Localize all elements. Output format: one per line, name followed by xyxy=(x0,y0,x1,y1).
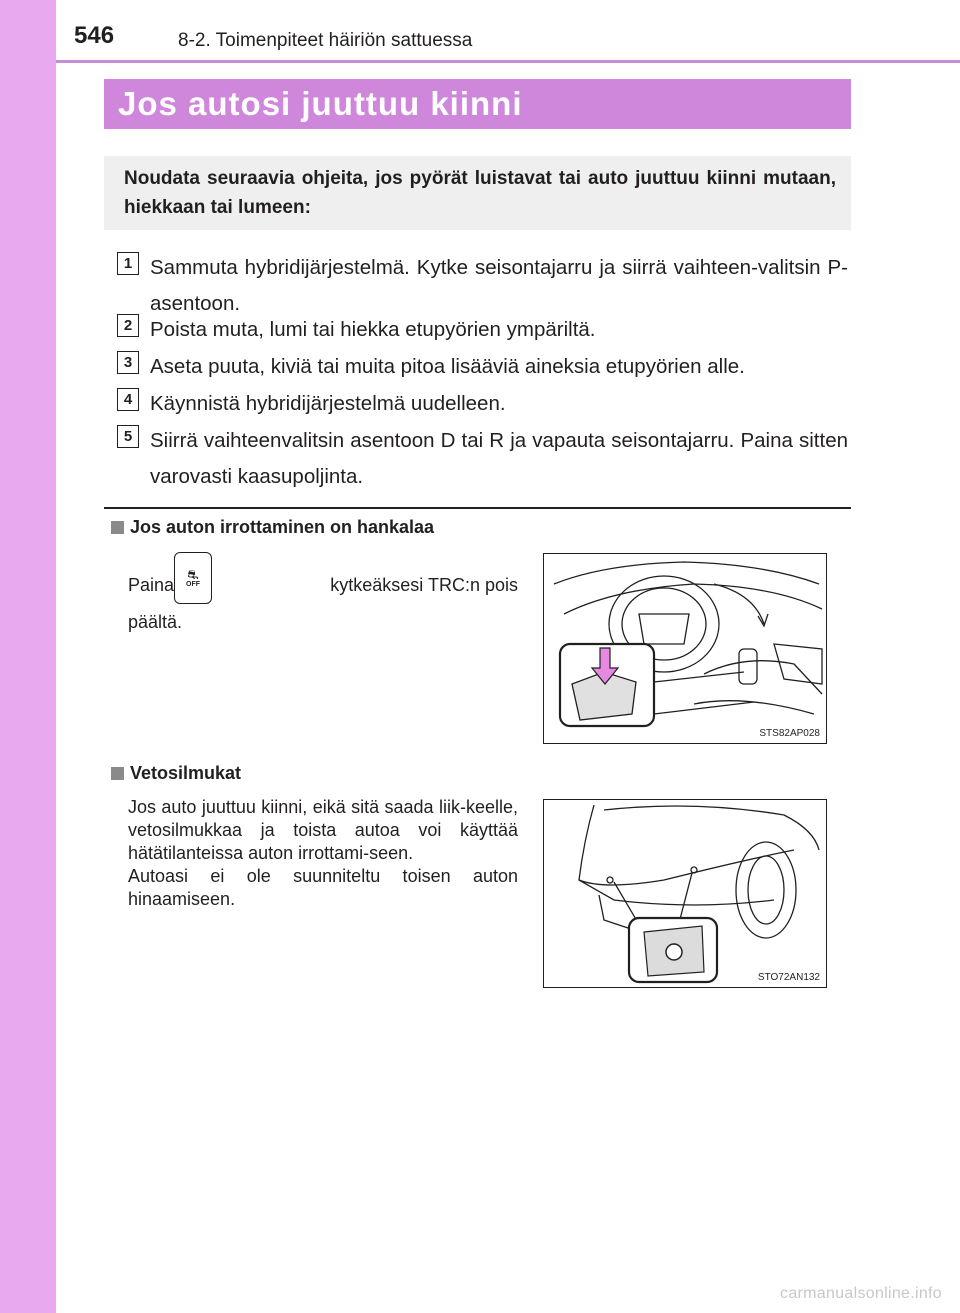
intro-box xyxy=(104,156,851,230)
section-divider xyxy=(104,507,851,509)
step-number: 2 xyxy=(117,314,139,337)
bullet-square-icon xyxy=(111,767,124,780)
step-text: Siirrä vaihteenvalitsin asentoon D tai R ja vapauta seisontajarru. Paina sitten varovasti kaasupoljinta. xyxy=(150,429,848,488)
tow-heading xyxy=(111,763,241,784)
trc-heading-text: Jos auton irrottaminen on hankalaa xyxy=(130,517,435,537)
step-number: 5 xyxy=(117,425,139,448)
intro-text: Noudata seuraavia ohjeita, jos pyörät luistavat tai auto juuttuu kiinni mutaan, hiekkaan tai lumeen: xyxy=(124,168,836,218)
step-number: 4 xyxy=(117,388,139,411)
figure-code: STS82AP028 xyxy=(759,728,820,739)
step-text: Aseta puuta, kiviä tai muita pitoa lisääviä aineksia etupyörien alle. xyxy=(150,355,745,378)
trc-heading xyxy=(111,517,434,538)
step-text: Käynnistä hybridijärjestelmä uudelleen. xyxy=(150,392,506,415)
tow-description xyxy=(128,796,518,911)
tow-paragraph-2: Autoasi ei ole suunniteltu toisen auton hinaamiseen. xyxy=(128,866,518,909)
trc-text-after: kytkeäksesi TRC:n pois xyxy=(330,574,518,595)
header-rule xyxy=(56,60,960,63)
trc-text-before: Paina xyxy=(128,574,175,595)
tow-paragraph-1: Jos auto juuttuu kiinni, eikä sitä saada liik-keelle, vetosilmukkaa ja toista autoa voi käyttää hätätilanteissa auton irrottami-seen. xyxy=(128,797,518,863)
side-tab-strip xyxy=(0,0,56,1313)
section-title: Jos autosi juuttuu kiinni xyxy=(118,85,523,122)
step-number: 1 xyxy=(117,252,139,275)
step-text: Poista muta, lumi tai hiekka etupyörien ympäriltä. xyxy=(150,318,596,341)
trc-instruction xyxy=(128,565,518,640)
bullet-square-icon xyxy=(111,521,124,534)
figure-code: STO72AN132 xyxy=(757,972,820,983)
tow-eye-illustration xyxy=(544,800,826,987)
trc-text-line2: päältä. xyxy=(128,612,183,632)
trc-off-label: OFF xyxy=(186,580,201,588)
tow-figure xyxy=(543,799,827,988)
page-number: 546 xyxy=(74,22,115,49)
trc-figure xyxy=(543,553,827,744)
dashboard-illustration xyxy=(544,554,826,743)
section-title-bar xyxy=(104,79,851,129)
trc-off-button-icon: ⛐ OFF xyxy=(174,552,212,604)
step-text: Sammuta hybridijärjestelmä. Kytke seisontajarru ja siirrä vaihteen-valitsin P-asentoon. xyxy=(150,256,848,315)
chapter-title: 8-2. Toimenpiteet häiriön sattuessa xyxy=(178,30,473,51)
watermark: carmanualsonline.info xyxy=(780,1285,942,1302)
step-number: 3 xyxy=(117,351,139,374)
tow-heading-text: Vetosilmukat xyxy=(130,763,242,783)
